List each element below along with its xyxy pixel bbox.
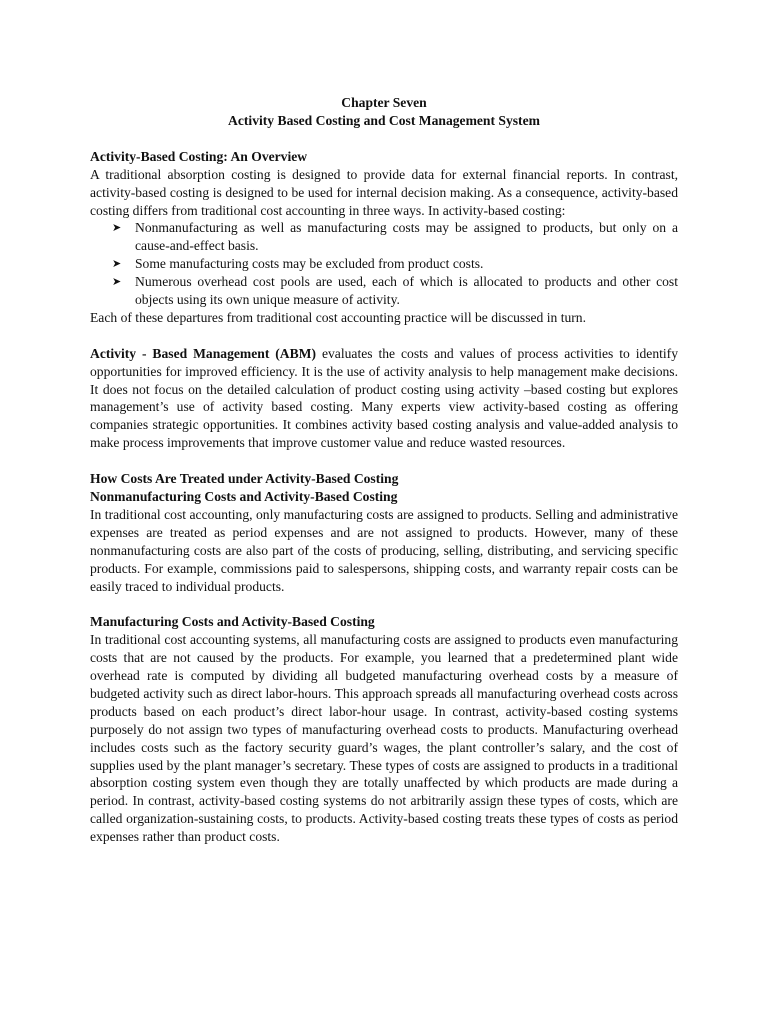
arrowhead-bullet-icon: ➤ — [112, 221, 122, 235]
overview-bullet-list — [90, 219, 678, 309]
list-item: ➤ Nonmanufacturing as well as manufacturing costs may be assigned to products, but only on a cause-and-effect basis. — [112, 220, 678, 254]
arrowhead-bullet-icon: ➤ — [112, 257, 122, 271]
chapter-title: Activity Based Costing and Cost Management System — [228, 112, 540, 128]
abm-paragraph — [90, 345, 678, 452]
manufacturing-paragraph: In traditional cost accounting systems, all manufacturing costs are assigned to products even manufacturing costs that are not caused by the products. For example, you learned that a predetermined plant wide overhead rate is computed by dividing all budgeted manufacturing overhead costs by a measure of budgeted activity such as direct labor-hours. This approach spreads all manufacturing overhead costs across products based on each product’s direct labor-hour usage. In contrast, activity-based costing systems purposely do not assign two types of manufacturing overhead costs to products. Manufacturing overhead includes costs such as the factory security guard’s wages, the plant controller’s salary, and the cost of supplies used by the plant manager’s secretary. These types of costs are assigned to products in a traditional absorption costing system even though they are totally unaffected by which products are made during a period. In contrast, activity-based costing systems do not arbitrarily assign these types of costs, which are called organization-sustaining costs, to products. Activity-based costing treats these types of costs as period expenses rather than product costs. — [90, 632, 678, 845]
document-page — [90, 94, 678, 846]
arrowhead-bullet-icon: ➤ — [112, 275, 122, 289]
abm-text: evaluates the costs and values of process activities to identify opportunities for improved efficiency. It is the use of activity analysis to help management make decisions. It does not focus on the detailed calculation of product costing using activity –based costing but explores management’s use of activity based costing. Many experts view activity-based costing as offering companies strategic opportunities. It combines activity based costing analysis and value-added analysis to make process improvements that improve customer value and reduce wasted resources. — [90, 345, 678, 451]
overview-heading: Activity-Based Costing: An Overview — [90, 148, 308, 164]
list-item: ➤ Some manufacturing costs may be excluded from product costs. — [112, 256, 484, 272]
treated-heading: How Costs Are Treated under Activity-Based Costing — [90, 471, 399, 487]
nonmanufacturing-subheading: Nonmanufacturing Costs and Activity-Based Costing — [90, 489, 398, 504]
nonmanufacturing-paragraph: In traditional cost accounting, only manufacturing costs are assigned to products. Selling and administrative expenses are treated as period expenses and are not assigned to products. However, many of these nonmanufacturing costs are also part of the costs of producing, selling, distributing, and servicing specific products. For example, commissions paid to salespersons, shipping costs, and warranty repair costs can be easily traced to individual products. — [90, 506, 678, 594]
manufacturing-heading: Manufacturing Costs and Activity-Based Costing — [90, 614, 375, 630]
chapter-label: Chapter Seven — [341, 95, 427, 110]
abm-lead-term: Activity - Based Management (ABM) — [90, 345, 317, 361]
overview-intro: A traditional absorption costing is designed to provide data for external financial reports. In contrast, activity-based costing is designed to be used for internal decision making. As a consequence, activity-based costing differs from traditional cost accounting in three ways. In activity-based costing: — [90, 166, 678, 218]
list-item: ➤ Numerous overhead cost pools are used, each of which is allocated to products and other cost objects using its own unique measure of activity. — [112, 274, 678, 308]
overview-closing: Each of these departures from traditional cost accounting practice will be discussed in turn. — [90, 309, 587, 325]
